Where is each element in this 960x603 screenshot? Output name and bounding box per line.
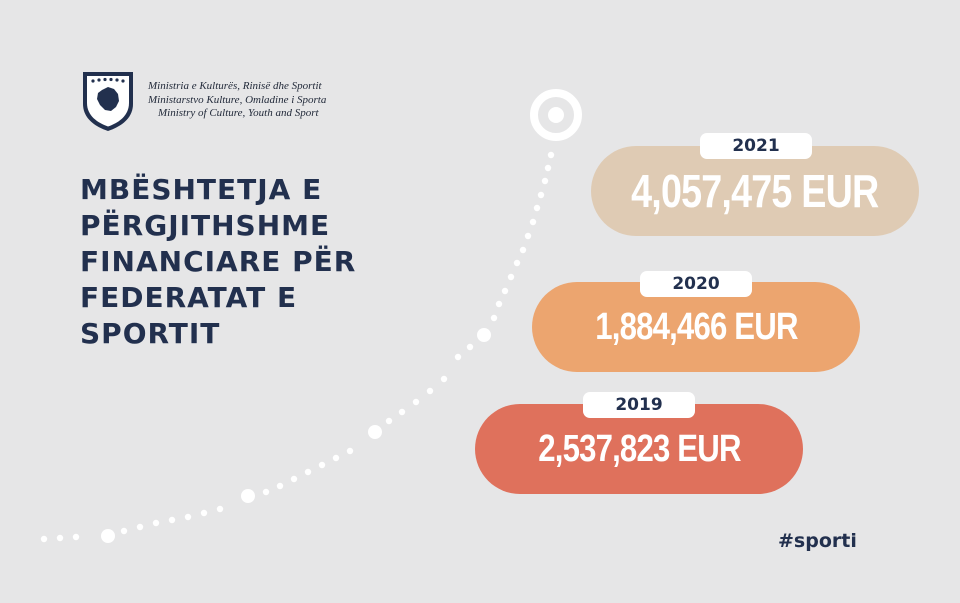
path-dot — [319, 462, 325, 468]
ministry-name-albanian: Ministria e Kulturës, Rinisë dhe Sportit — [148, 80, 322, 92]
path-dot — [455, 354, 461, 360]
path-dot — [263, 489, 269, 495]
path-dot — [386, 418, 392, 424]
title-line-3: FINANCIARE PËR — [80, 245, 357, 278]
path-dot — [137, 524, 143, 530]
path-dot — [333, 455, 339, 461]
amount-2021: 4,057,475 EUR — [631, 165, 879, 217]
path-dot — [185, 514, 191, 520]
path-dot — [467, 344, 473, 350]
ministry-name-serbian: Ministarstvo Kulture, Omladine i Sporta — [148, 93, 327, 106]
path-dot — [542, 178, 548, 184]
path-dots — [41, 152, 554, 543]
path-dot — [548, 152, 554, 158]
path-dot — [427, 388, 433, 394]
path-dot — [491, 315, 497, 321]
hashtag: #sporti — [778, 530, 857, 552]
path-dot — [496, 301, 502, 307]
path-dot — [101, 529, 115, 543]
path-dot — [514, 260, 520, 266]
title-line-1: MBËSHTETJA E — [80, 173, 323, 206]
ministry-name-english: Ministry of Culture, Youth and Sport — [158, 107, 319, 119]
path-dot — [201, 510, 207, 516]
path-dot — [153, 520, 159, 526]
path-dot — [520, 247, 526, 253]
path-dot — [277, 483, 283, 489]
path-dot — [291, 476, 297, 482]
path-dot — [368, 425, 382, 439]
title-line-5: SPORTIT — [80, 317, 221, 350]
path-dot — [502, 288, 508, 294]
path-dot — [530, 219, 536, 225]
path-dot — [525, 233, 531, 239]
title-line-4: FEDERATAT E — [80, 281, 298, 314]
amount-2020: 1,884,466 EUR — [594, 305, 798, 348]
path-dot — [241, 489, 255, 503]
path-dot — [534, 205, 540, 211]
amount-pill-2021 — [591, 146, 919, 236]
path-dot — [441, 376, 447, 382]
path-dot — [508, 274, 514, 280]
path-dot — [169, 517, 175, 523]
year-label-2020: 2020 — [640, 271, 752, 297]
path-dot — [477, 328, 491, 342]
title-line-2: PËRGJITHSHME — [80, 209, 331, 242]
path-dot — [41, 536, 47, 542]
path-dot — [413, 399, 419, 405]
path-dot — [545, 165, 551, 171]
path-dot — [217, 506, 223, 512]
path-dot — [399, 409, 405, 415]
path-dot — [347, 448, 353, 454]
path-dot — [73, 534, 79, 540]
path-dot — [305, 469, 311, 475]
year-label-2019: 2019 — [583, 392, 695, 418]
path-dot — [538, 192, 544, 198]
path-dot — [121, 528, 127, 534]
path-dot — [57, 535, 63, 541]
year-label-2021: 2021 — [700, 133, 812, 159]
amount-2019: 2,537,823 EUR — [537, 427, 741, 470]
